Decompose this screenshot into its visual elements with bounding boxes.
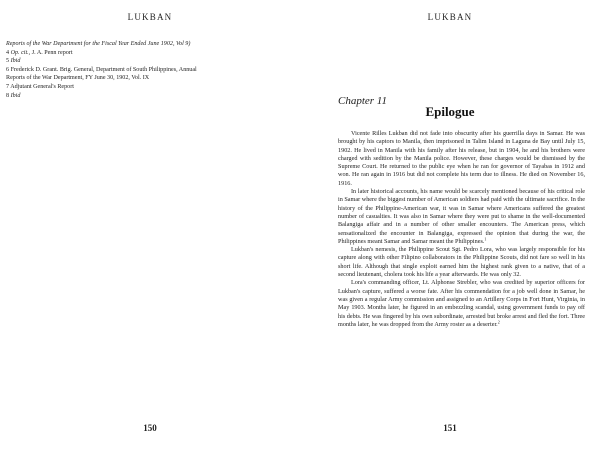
- endnotes: [6, 40, 296, 100]
- note-number: 4: [6, 49, 10, 56]
- chapter-title: Epilogue: [425, 104, 475, 119]
- note-italic: Ibid: [10, 92, 21, 99]
- note-line: [6, 66, 296, 75]
- note-line: [6, 83, 296, 92]
- running-head-left: LUKBAN: [127, 12, 173, 22]
- note-line: Reports of the War Department, FY June 30, 1902, Vol. IX: [6, 75, 150, 82]
- note-number: 6: [6, 66, 10, 73]
- footnote-ref: 1: [484, 236, 487, 242]
- page-number-left: 150: [143, 423, 157, 433]
- note-number: 7: [6, 83, 10, 90]
- note-text: J. A. Penn report: [30, 49, 73, 56]
- paragraph: [338, 279, 585, 329]
- note-number: 5: [6, 58, 10, 65]
- paragraph: [338, 188, 585, 246]
- page-number-right: 151: [443, 423, 457, 433]
- footnote-ref: 2: [497, 319, 500, 325]
- note-line: [6, 49, 296, 58]
- paragraph-text: Lukban's nemesis, the Philippine Scout Sgt. Pedro Lora, who was largely responsible for his capture along with other Filipino collaborators in the Philippine Scouts, did not fare so well in his short life. Although that single exploit earned him the highest rank given to a native, that of a second lieutenant, cholera took his life a year afterwards. He was only 32.: [338, 246, 585, 279]
- note-line: [6, 92, 296, 101]
- paragraph: [338, 246, 585, 279]
- running-head-right: LUKBAN: [427, 12, 473, 22]
- paragraph-text: Vicente Rilles Lukban did not fade into obscurity after his guerrilla days in Samar. He was brought by his captors to Manila, then imprisoned in Talim Island in Laguna de Bay until July 15, 1902. He lived in Manila with his family after his release, but in 1904, he and his brothers were charged with sedition by the Manila police. However, these charges would be dismissed by the Supreme Court. He returned to the public eye when he ran for governor of Tayabas in 1912 and won. He ran again in 1916 but did not complete his term due to illness. He died on November 16, 1916.: [338, 130, 585, 187]
- chapter-label: Chapter 11: [338, 95, 387, 107]
- note-line: [6, 57, 296, 66]
- paragraph-text: In later historical accounts, his name would be scarcely mentioned because of his critical role in Samar where the biggest number of American soldiers had paid with the ultimate sacrifice. In the history of the Philippine-American war, it was in Samar where Americans suffered the greatest number of casualties. It was also in Samar where they were put to shame in the well-documented Balangiga affair and in a number of other smaller encounters. The American press, which sensationalized the encounter in Balangiga, expressed the opinion that during the war, the Philippines meant Samar and Samar meant the Philippines.: [338, 188, 585, 245]
- note-text: Adjutant General's Report: [10, 83, 74, 90]
- note-italic: Ibid: [10, 58, 21, 65]
- chapter-body: [338, 130, 585, 329]
- note-italic: Op. cit.,: [10, 49, 31, 56]
- note-text: Frederick D. Grant. Brig. General, Department of South Philippines, Annual: [10, 66, 197, 73]
- paragraph: [338, 130, 585, 188]
- note-line: Reports of the War Department for the Fiscal Year Ended June 1902, Vol 9): [6, 41, 191, 47]
- paragraph-text: Lora's commanding officer, Lt. Alphonse Strebler, who was credited by superior officers for Lukban's capture, suffered a worse fate. After his commendation for a job well done in Samar, he was given a regular Army commission and assigned to an Artillery Corps in Fort Hunt, Virginia, in May 1903. Months later, he figured in an embezzling scandal, using government funds to pay off his debts. He was fingered by his own subordinate, arrested but broke arrest and fled the fort. Three months later, he was dropped from the Army roster as a deserter.: [338, 279, 585, 328]
- note-number: 8: [6, 92, 10, 99]
